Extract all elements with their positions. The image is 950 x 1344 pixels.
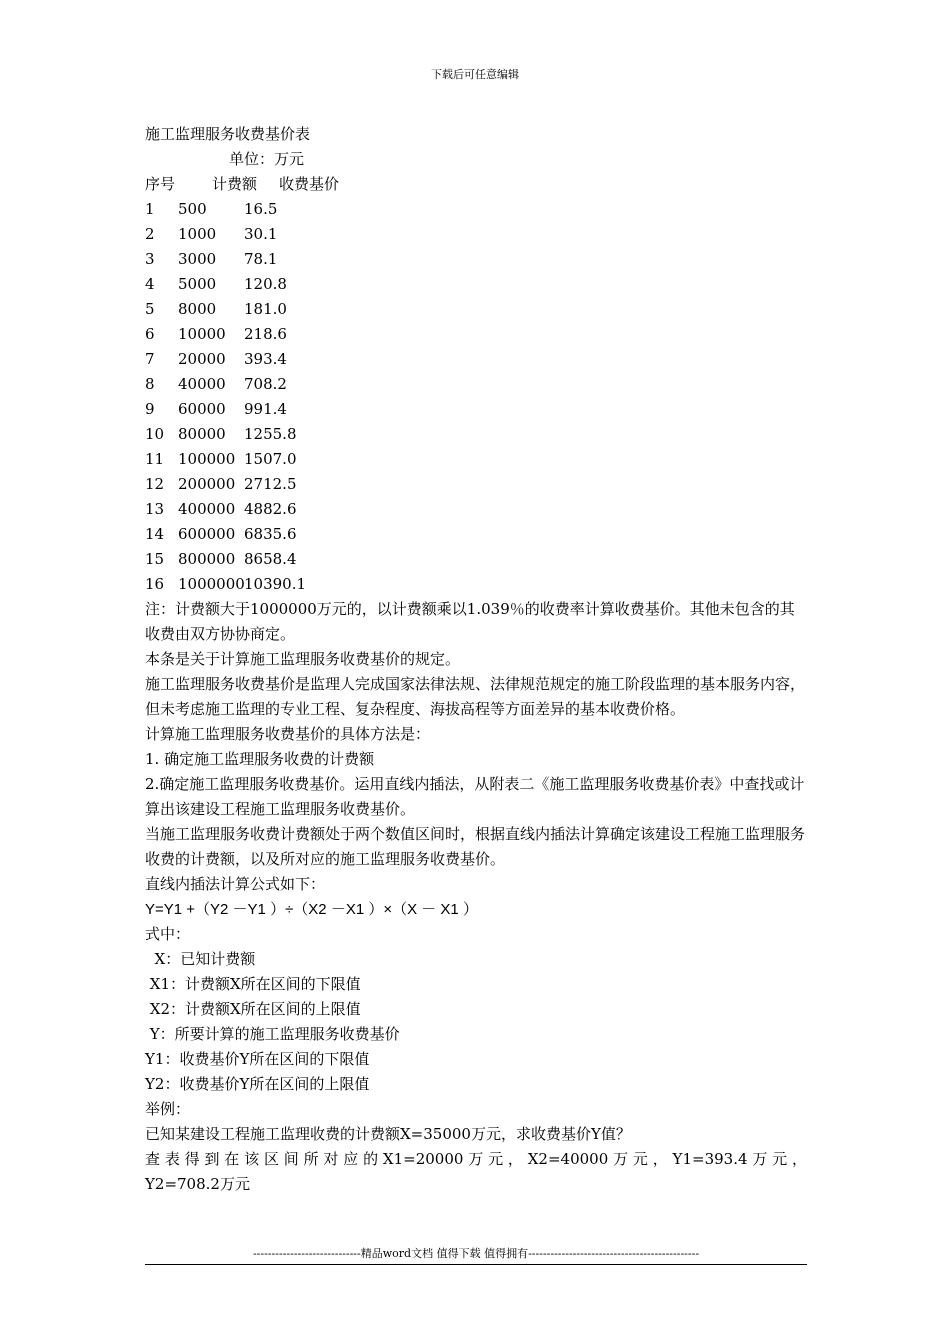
row-amount: 1000 bbox=[178, 225, 217, 243]
row-price: 4882.6 bbox=[244, 500, 297, 518]
table-row bbox=[145, 447, 807, 472]
row-amount: 200000 bbox=[178, 475, 236, 493]
footer-divider bbox=[145, 1264, 807, 1265]
row-price: 181.0 bbox=[244, 300, 287, 318]
row-amount: 100000 bbox=[178, 450, 236, 468]
row-price: 1507.0 bbox=[244, 450, 297, 468]
formula: Y=Y1 +（Y2 －Y1 ）÷（X2 －X1 ）×（X － X1 ） bbox=[145, 901, 478, 918]
row-price: 991.4 bbox=[244, 400, 287, 418]
row-price: 2712.5 bbox=[244, 475, 297, 493]
row-amount: 80000 bbox=[178, 425, 226, 443]
column-header-price: 收费基价 bbox=[279, 175, 340, 193]
step-1: 1. 确定施工监理服务收费的计费额 bbox=[145, 750, 375, 768]
row-index: 7 bbox=[145, 350, 155, 368]
paragraph-1: 本条是关于计算施工监理服务收费基价的规定。 bbox=[145, 650, 461, 668]
document-body bbox=[145, 122, 807, 1197]
table-row bbox=[145, 372, 807, 397]
definition-y1: Y1：收费基价Y所在区间的下限值 bbox=[145, 1050, 370, 1068]
row-price: 16.5 bbox=[244, 200, 278, 218]
table-title: 施工监理服务收费基价表 bbox=[145, 125, 311, 143]
row-price: 30.1 bbox=[244, 225, 278, 243]
row-price: 10390.1 bbox=[244, 575, 307, 593]
note-paragraph: 注：计费额大于1000000万元的，以计费额乘以1.039％的收费率计算收费基价。其他未包含的其收费由双方协协商定。 bbox=[145, 600, 795, 643]
example-label: 举例： bbox=[145, 1100, 191, 1118]
table-row bbox=[145, 472, 807, 497]
row-index: 9 bbox=[145, 400, 155, 418]
row-price: 393.4 bbox=[244, 350, 287, 368]
row-amount: 5000 bbox=[178, 275, 217, 293]
row-price: 78.1 bbox=[244, 250, 278, 268]
row-index: 4 bbox=[145, 275, 155, 293]
row-index: 14 bbox=[145, 525, 165, 543]
row-index: 16 bbox=[145, 575, 165, 593]
row-index: 8 bbox=[145, 375, 155, 393]
table-row bbox=[145, 497, 807, 522]
row-index: 10 bbox=[145, 425, 165, 443]
row-index: 11 bbox=[145, 450, 165, 468]
row-price: 218.6 bbox=[244, 325, 287, 343]
row-index: 2 bbox=[145, 225, 155, 243]
row-index: 5 bbox=[145, 300, 155, 318]
row-amount: 1000000 bbox=[178, 575, 245, 593]
row-amount: 500 bbox=[178, 200, 207, 218]
table-row bbox=[145, 397, 807, 422]
table-row bbox=[145, 272, 807, 297]
table-row bbox=[145, 222, 807, 247]
column-header-index: 序号 bbox=[145, 175, 176, 193]
table-row bbox=[145, 422, 807, 447]
row-amount: 3000 bbox=[178, 250, 217, 268]
example-question: 已知某建设工程施工监理收费的计费额X=35000万元，求收费基价Y值？ bbox=[145, 1125, 631, 1143]
table-row bbox=[145, 547, 807, 572]
row-price: 6835.6 bbox=[244, 525, 297, 543]
table-header-row bbox=[145, 172, 807, 197]
definition-x2: X2：计费额X所在区间的上限值 bbox=[145, 1000, 361, 1018]
row-index: 1 bbox=[145, 200, 155, 218]
definition-x1: X1：计费额X所在区间的下限值 bbox=[145, 975, 361, 993]
row-amount: 8000 bbox=[178, 300, 217, 318]
table-body bbox=[145, 197, 807, 597]
paragraph-3: 计算施工监理服务收费基价的具体方法是： bbox=[145, 725, 431, 743]
table-row bbox=[145, 322, 807, 347]
paragraph-5: 直线内插法计算公式如下： bbox=[145, 875, 326, 893]
row-amount: 10000 bbox=[178, 325, 226, 343]
row-price: 8658.4 bbox=[244, 550, 297, 568]
row-index: 15 bbox=[145, 550, 165, 568]
row-amount: 800000 bbox=[178, 550, 236, 568]
row-price: 708.2 bbox=[244, 375, 287, 393]
row-price: 1255.8 bbox=[244, 425, 297, 443]
table-row bbox=[145, 572, 807, 597]
paragraph-4: 当施工监理服务收费计费额处于两个数值区间时，根据直线内插法计算确定该建设工程施工监理服务收费的计费额，以及所对应的施工监理服务收费基价。 bbox=[145, 825, 806, 868]
example-lookup-end: Y2=708.2万元 bbox=[145, 1175, 250, 1193]
row-index: 12 bbox=[145, 475, 165, 493]
row-index: 6 bbox=[145, 325, 155, 343]
page-footer: -----------------------------精品word文档 值得下载 值得拥有---------------------------------------------- bbox=[252, 1247, 700, 1260]
row-index: 3 bbox=[145, 250, 155, 268]
definition-y: Y：所要计算的施工监理服务收费基价 bbox=[145, 1025, 400, 1043]
page-header: 下载后可任意编辑 bbox=[431, 68, 519, 81]
row-price: 120.8 bbox=[244, 275, 287, 293]
where-label: 式中： bbox=[145, 925, 191, 943]
row-amount: 20000 bbox=[178, 350, 226, 368]
table-row bbox=[145, 522, 807, 547]
row-amount: 400000 bbox=[178, 500, 236, 518]
definition-y2: Y2：收费基价Y所在区间的上限值 bbox=[145, 1075, 370, 1093]
table-row bbox=[145, 197, 807, 222]
step-2: 2.确定施工监理服务收费基价。运用直线内插法，从附表二《施工监理服务收费基价表》中查找或计算出该建设工程施工监理服务收费基价。 bbox=[145, 775, 805, 818]
table-row bbox=[145, 297, 807, 322]
row-amount: 600000 bbox=[178, 525, 236, 543]
row-amount: 40000 bbox=[178, 375, 226, 393]
row-index: 13 bbox=[145, 500, 165, 518]
paragraph-2: 施工监理服务收费基价是监理人完成国家法律法规、法律规范规定的施工阶段监理的基本服务内容，但未考虑施工监理的专业工程、复杂程度、海拔高程等方面差异的基本收费价格。 bbox=[145, 675, 806, 718]
table-row bbox=[145, 247, 807, 272]
definition-x: X：已知计费额 bbox=[145, 950, 256, 968]
table-unit: 单位：万元 bbox=[229, 150, 305, 168]
row-amount: 60000 bbox=[178, 400, 226, 418]
table-row bbox=[145, 347, 807, 372]
column-header-amount: 计费额 bbox=[212, 175, 258, 193]
example-lookup: 查表得到在该区间所对应的X1=20000万元，X2=40000万元，Y1=393.4万元， bbox=[145, 1150, 807, 1168]
